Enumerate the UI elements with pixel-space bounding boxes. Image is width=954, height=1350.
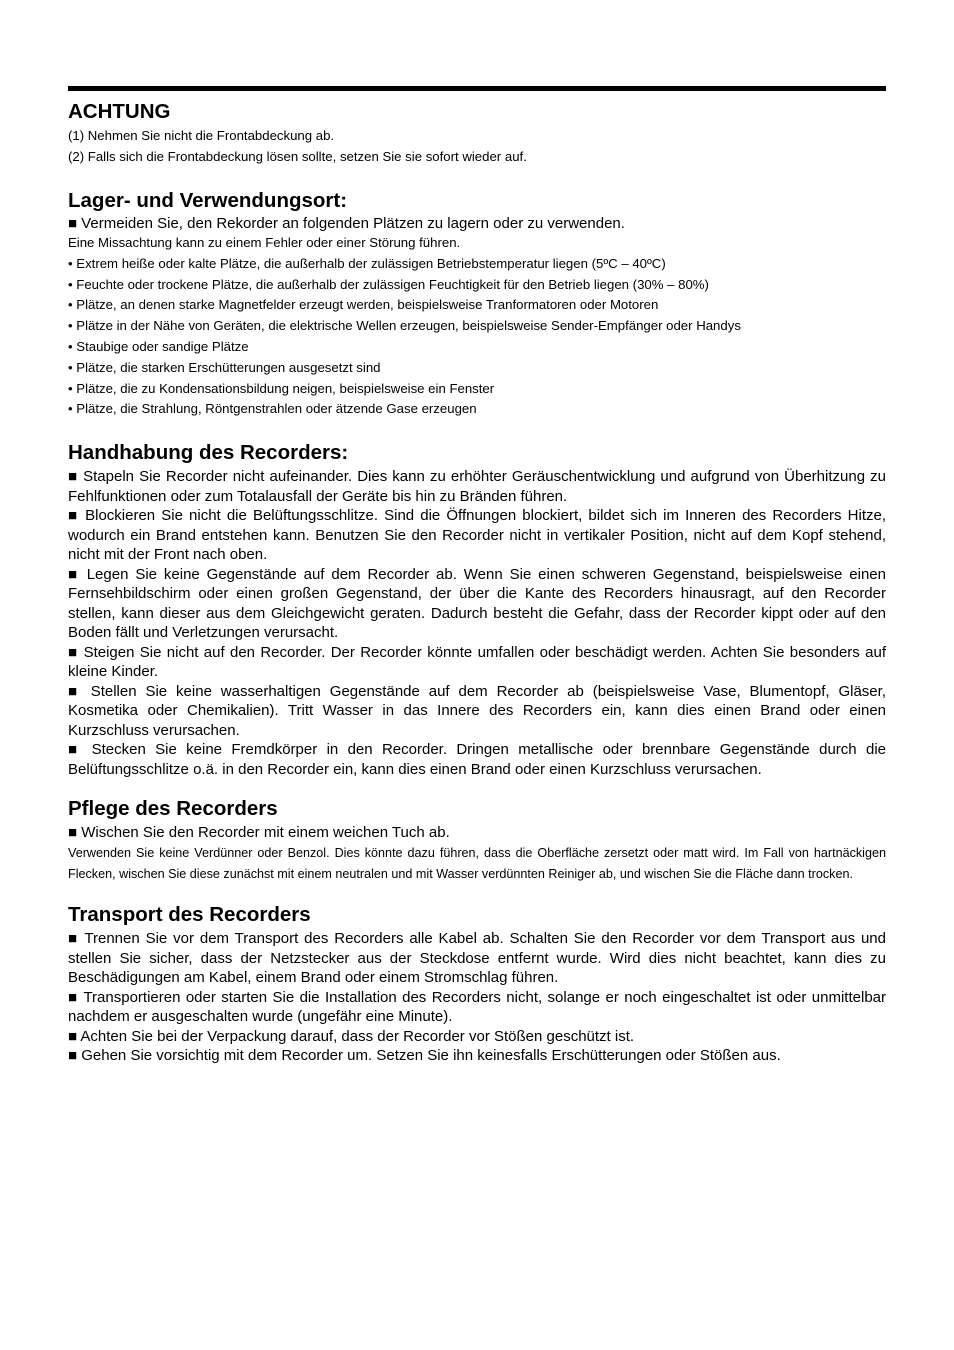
achtung-line-1: (1) Nehmen Sie nicht die Frontabdeckung ab. [68,128,335,143]
pflege-lead: ■ Wischen Sie den Recorder mit einem weichen Tuch ab. [68,823,886,843]
list-item: • Plätze, die Strahlung, Röntgenstrahlen oder ätzende Gase erzeugen [68,401,477,417]
list-item: • Plätze, die starken Erschütterungen ausgesetzt sind [68,359,381,375]
paragraph: ■ Blockieren Sie nicht die Belüftungsschlitze. Sind die Öffnungen blockiert, bildet sich im Inneren des Recorders Hitze, wodurch ein Brand entstehen kann. Benutzen Sie den Recorder nicht in vertikaler Position, nicht auf dem Kopf stehend, nicht mit der Front nach oben. [68,506,886,565]
lager-note: Eine Missachtung kann zu einem Fehler oder einer Störung führen. [68,235,461,251]
paragraph: ■ Transportieren oder starten Sie die Installation des Recorders nicht, solange er noch eingeschaltet ist oder unmittelbar nachdem er ausgeschalten wurde (ungefähr eine Minute). [68,988,886,1027]
achtung-line-2: (2) Falls sich die Frontabdeckung lösen sollte, setzen Sie sie sofort wieder auf. [68,148,527,164]
section-lager [68,187,886,421]
section-pflege [68,795,886,884]
document-page [68,98,886,1066]
paragraph: ■ Achten Sie bei der Verpackung darauf, dass der Recorder vor Stößen geschützt ist. [68,1027,886,1047]
list-item: • Feuchte oder trockene Plätze, die außerhalb der zulässigen Feuchtigkeit für den Betrieb liegen (30% – 80%) [68,276,709,292]
paragraph: ■ Steigen Sie nicht auf den Recorder. Der Recorder könnte umfallen oder beschädigt werden. Achten Sie besonders auf kleine Kinder. [68,643,886,682]
list-item: • Extrem heiße oder kalte Plätze, die außerhalb der zulässigen Betriebstemperatur liegen (5ºC – 40ºC) [68,255,666,271]
paragraph: ■ Trennen Sie vor dem Transport des Recorders alle Kabel ab. Schalten Sie den Recorder vor dem Transport aus und stellen Sie sicher, dass der Netzstecker aus der Steckdose entfernt wurde. Wird dies nicht beachtet, kann dies zu Beschädigungen am Kabel, einem Brand oder einem Stromschlag führen. [68,929,886,988]
top-rule [68,86,886,91]
paragraph: ■ Stellen Sie keine wasserhaltigen Gegenstände auf dem Recorder ab (beispielsweise Vase, Blumentopf, Gläser, Kosmetika oder Chemikalien). Tritt Wasser in das Innere des Recorders ein, kann dies einen Brand oder einen Kurzschluss verursachen. [68,682,886,741]
heading-handhabung: Handhabung des Recorders: [68,441,349,465]
paragraph: ■ Stapeln Sie Recorder nicht aufeinander. Dies kann zu erhöhter Geräuschentwicklung und aufgrund von Überhitzung zu Fehlfunktionen oder zum Totalausfall der Geräte bis hin zu Bränden führen. [68,467,886,506]
list-item: • Staubige oder sandige Plätze [68,339,249,355]
heading-transport: Transport des Recorders [68,903,311,927]
list-item: • Plätze in der Nähe von Geräten, die elektrische Wellen erzeugen, beispielsweise Sender-Empfänger oder Handys [68,318,741,334]
paragraph: ■ Stecken Sie keine Fremdkörper in den Recorder. Dringen metallische oder brennbare Gegenstände durch die Belüftungsschlitze o.ä. in den Recorder ein, kann dies einen Brand oder einen Kurzschluss verursachen. [68,740,886,779]
paragraph: ■ Gehen Sie vorsichtig mit dem Recorder um. Setzen Sie ihn keinesfalls Erschütterungen oder Stößen aus. [68,1046,886,1066]
list-item: • Plätze, an denen starke Magnetfelder erzeugt werden, beispielsweise Tranformatoren oder Motoren [68,297,659,313]
pflege-note: Verwenden Sie keine Verdünner oder Benzol. Dies könnte dazu führen, dass die Oberfläche zersetzt oder matt wird. Im Fall von hartnäckigen Flecken, wischen Sie diese zunächst mit einem neutralen und mit Wasser verdünnten Reiniger ab, und wischen Sie die Fläche dann trocken. [68,845,886,881]
paragraph: ■ Legen Sie keine Gegenstände auf dem Recorder ab. Wenn Sie einen schweren Gegenstand, beispielsweise einen Fernsehbildschirm oder einen großen Gegenstand, der über die Kante des Recorders hinausragt, auf den Recorder stellen, kann dieser aus dem Gleichgewicht geraten. Dadurch besteht die Gefahr, dass der Recorder kippt oder auf den Boden fällt und Verletzungen verursacht. [68,565,886,643]
lager-lead: ■ Vermeiden Sie, den Rekorder an folgenden Plätzen zu lagern oder zu verwenden. [68,214,886,234]
list-item: • Plätze, die zu Kondensationsbildung neigen, beispielsweise ein Fenster [68,380,495,396]
heading-achtung: ACHTUNG [68,100,171,123]
heading-pflege: Pflege des Recorders [68,797,278,821]
section-transport [68,901,886,1066]
section-handhabung [68,439,886,779]
heading-lager: Lager- und Verwendungsort: [68,188,348,212]
section-achtung [68,98,886,168]
